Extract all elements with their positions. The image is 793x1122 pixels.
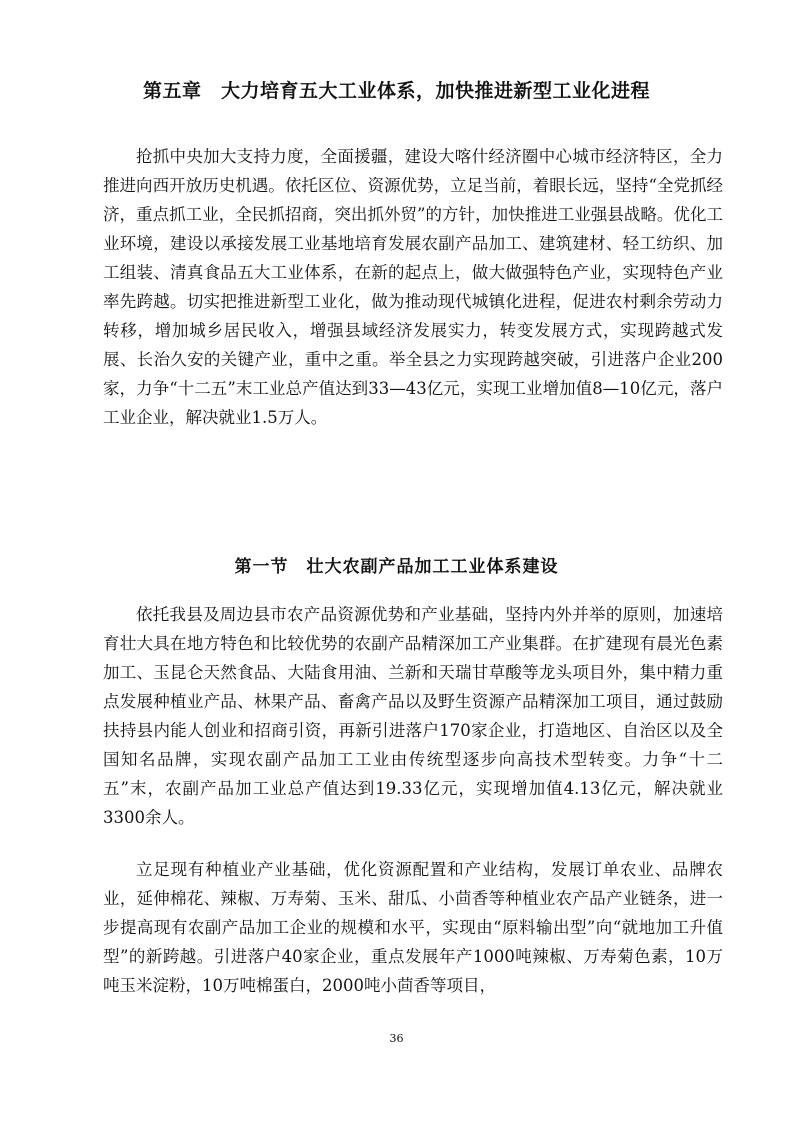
section-paragraph-2: 立足现有种植业产业基础，优化资源配置和产业结构，发展订单农业、品牌农业，延伸棉花、辣椒、万寿菊、玉米、甜瓜、小茴香等种植业农产品产业链条，进一步提高现有农副产品加工企业的规模和水平，实现由“原料输出型”向“就地加工升值型”的新跨越。引进落户40家企业，重点发展年产1000吨辣椒、万寿菊色素，10万吨玉米淀粉，10万吨棉蛋白，2000吨小茴香等项目，	[103, 860, 723, 995]
page-number: 36	[389, 1032, 404, 1045]
section-paragraph-1: 依托我县及周边县市农产品资源优势和产业基础，坚持内外并举的原则，加速培育壮大具在地方特色和比较优势的农副产品精深加工产业集群。在扩建现有晨光色素加工、玉昆仑天然食品、大陆食用油、兰新和天瑞甘草酸等龙头项目外，集中精力重点发展种植业产品、林果产品、畜禽产品以及野生资源产品精深加工项目，通过鼓励扶持县内能人创业和招商引资，再新引进落户170家企业，打造地区、自治区以及全国知名品牌，实现农副产品加工工业由传统型逐步向高技术型转变。力争“十二五”末，农副产品加工业总产值达到19.33亿元，实现增加值4.13亿元，解决就业3300余人。	[103, 605, 723, 827]
section-title: 第一节 壮大农副产品加工工业体系建设	[234, 557, 559, 577]
intro-paragraph: 抢抓中央加大支持力度，全面援疆，建设大喀什经济圈中心城市经济特区，全力推进向西开放历史机遇。依托区位、资源优势，立足当前，着眼长远，坚持“全党抓经济，重点抓工业，全民抓招商，突出抓外贸”的方针，加快推进工业强县战略。优化工业环境，建设以承接发展工业基地培育发展农副产品加工、建筑建材、轻工纺织、加工组装、清真食品五大工业体系，在新的起点上，做大做强特色产业，实现特色产业率先跨越。切实把推进新型工业化，做为推动现代城镇化进程，促进农村剩余劳动力转移，增加城乡居民收入，增强县域经济发展实力，转变发展方式，实现跨越式发展、长治久安的关键产业，重中之重。举全县之力实现跨越突破，引进落户企业200家，力争“十二五”末工业总产值达到33—43亿元，实现工业增加值8—10亿元，落户工业企业，解决就业1.5万人。	[103, 147, 723, 427]
chapter-title: 第五章 大力培育五大工业体系，加快推进新型工业化进程	[142, 80, 650, 102]
